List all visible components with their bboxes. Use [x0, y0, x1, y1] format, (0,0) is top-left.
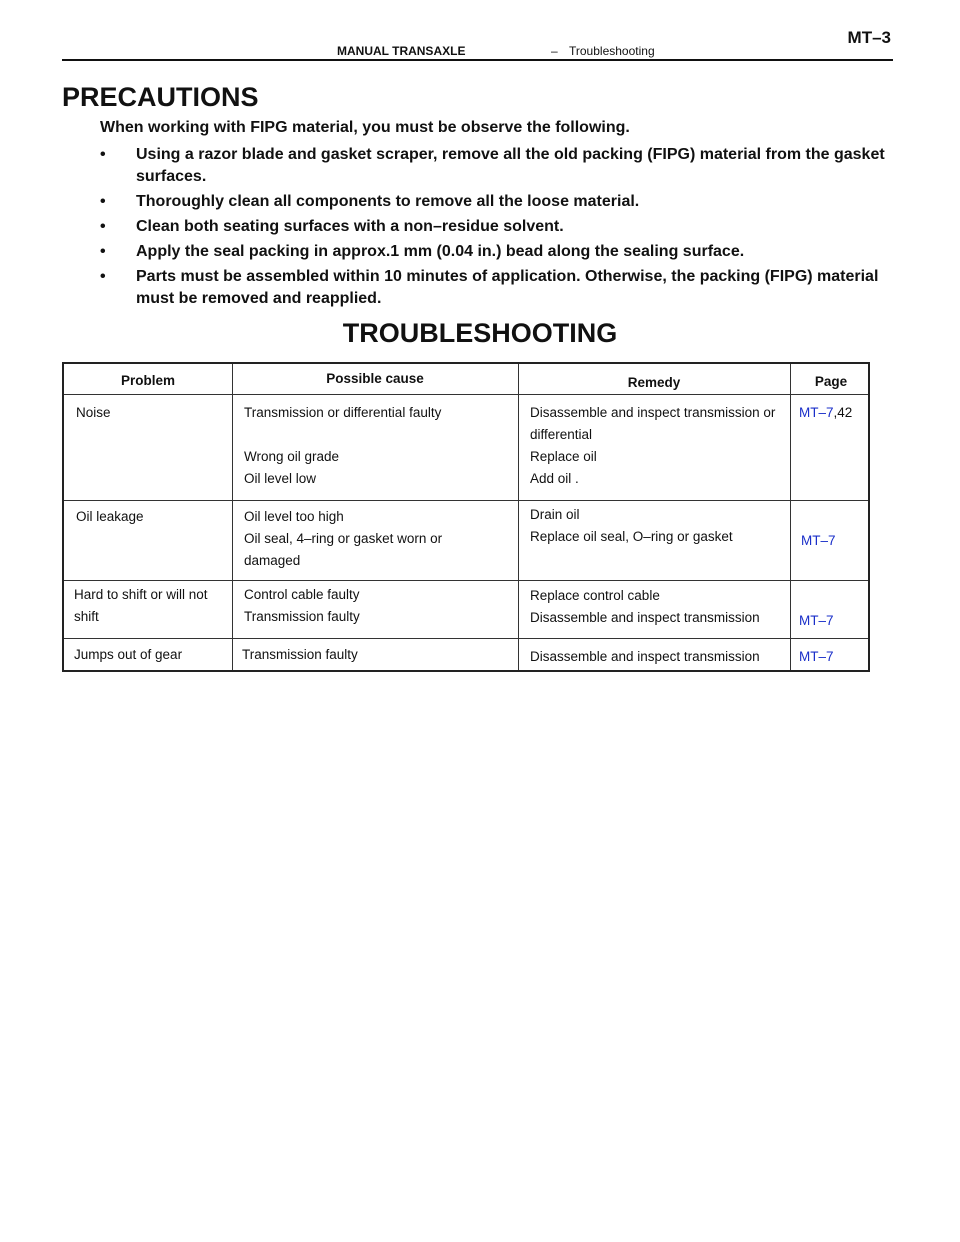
list-item-text: Parts must be assembled within 10 minutes of application. Otherwise, the packing (FIPG) material must be removed and reapplied.: [136, 268, 879, 307]
list-item-text: Using a razor blade and gasket scraper, remove all the old packing (FIPG) material from the gasket surfaces.: [136, 146, 885, 185]
remedy-text: Replace control cable: [530, 588, 660, 603]
header-separator: –: [551, 44, 558, 58]
cause-text: Oil level too high: [244, 509, 344, 524]
list-item: [100, 144, 890, 188]
problem-cell: [74, 584, 208, 628]
troubleshooting-title: TROUBLESHOOTING: [342, 318, 618, 348]
page-cell: [799, 610, 834, 632]
list-item-text: Thoroughly clean all components to remove all the loose material.: [136, 193, 640, 210]
page-extra: ,42: [833, 405, 853, 420]
row-divider: [64, 394, 868, 395]
remedy-text: Disassemble and inspect transmission or: [530, 405, 776, 420]
column-header-page: Page: [814, 374, 848, 389]
page-link[interactable]: MT–7: [799, 649, 834, 664]
bullet-icon: •: [100, 218, 106, 235]
problem-text: Jumps out of gear: [74, 647, 183, 662]
cause-text: Transmission faulty: [244, 609, 360, 624]
header-section: MANUAL TRANSAXLE: [337, 44, 466, 58]
cause-cell: [244, 402, 441, 490]
precautions-list: [100, 144, 890, 313]
column-header-cause: Possible cause: [326, 371, 424, 386]
bullet-icon: •: [100, 193, 106, 210]
column-header-problem: Problem: [120, 373, 175, 388]
cause-text: damaged: [244, 553, 301, 568]
bullet-icon: •: [100, 146, 106, 163]
row-divider: [64, 638, 868, 639]
problem-cell: [76, 506, 144, 528]
cause-text: Oil seal, 4–ring or gasket worn or: [244, 531, 443, 546]
list-item: [100, 241, 890, 263]
bullet-icon: •: [100, 268, 106, 285]
remedy-text: Disassemble and inspect transmission: [530, 610, 760, 625]
column-divider: [518, 364, 519, 670]
page-cell: [799, 646, 834, 668]
cause-cell: [244, 506, 442, 572]
column-divider: [790, 364, 791, 670]
page-link[interactable]: MT–7: [801, 533, 836, 548]
cause-text: Control cable faulty: [244, 587, 360, 602]
header-subsection: Troubleshooting: [569, 44, 655, 58]
remedy-text: Add oil .: [530, 471, 579, 486]
cause-cell: [244, 584, 360, 628]
problem-text: Noise: [76, 405, 111, 420]
bullet-icon: •: [100, 243, 106, 260]
page-cell: [801, 530, 836, 552]
list-item-text: Clean both seating surfaces with a non–residue solvent.: [136, 218, 564, 235]
cause-text: Oil level low: [244, 471, 317, 486]
problem-text: Oil leakage: [76, 509, 144, 524]
remedy-cell: [530, 402, 775, 490]
list-item: [100, 191, 890, 213]
cause-spacer: [244, 424, 441, 446]
page-number: MT–3: [847, 28, 891, 47]
cause-text: Transmission faulty: [242, 647, 358, 662]
cause-cell: [242, 644, 358, 666]
remedy-cell: [530, 646, 760, 668]
list-item: [100, 266, 890, 310]
column-divider: [232, 364, 233, 670]
problem-text: shift: [74, 609, 99, 624]
page-header: [62, 28, 893, 60]
remedy-cell: [530, 504, 733, 548]
cause-text: Wrong oil grade: [244, 449, 340, 464]
page-link[interactable]: MT–7: [799, 405, 834, 420]
list-item: [100, 216, 890, 238]
problem-text: Hard to shift or will not: [74, 587, 208, 602]
cause-text: Transmission or differential faulty: [244, 405, 442, 420]
row-divider: [64, 500, 868, 501]
page-link[interactable]: MT–7: [799, 613, 834, 628]
remedy-text: Replace oil seal, O–ring or gasket: [530, 529, 733, 544]
page-cell: [799, 402, 852, 424]
remedy-text: Drain oil: [530, 507, 580, 522]
remedy-text: differential: [530, 427, 593, 442]
remedy-text: Disassemble and inspect transmission: [530, 649, 760, 664]
remedy-cell: [530, 585, 760, 629]
header-rule: [62, 59, 893, 61]
precautions-intro: When working with FIPG material, you must be observe the following.: [100, 119, 630, 136]
problem-cell: [76, 402, 111, 424]
remedy-text: Replace oil: [530, 449, 597, 464]
precautions-title: PRECAUTIONS: [62, 82, 259, 112]
row-divider: [64, 580, 868, 581]
list-item-text: Apply the seal packing in approx.1 mm (0.04 in.) bead along the sealing surface.: [136, 243, 745, 260]
column-header-remedy: Remedy: [627, 375, 681, 390]
troubleshooting-table: [62, 362, 870, 672]
problem-cell: [74, 644, 182, 666]
